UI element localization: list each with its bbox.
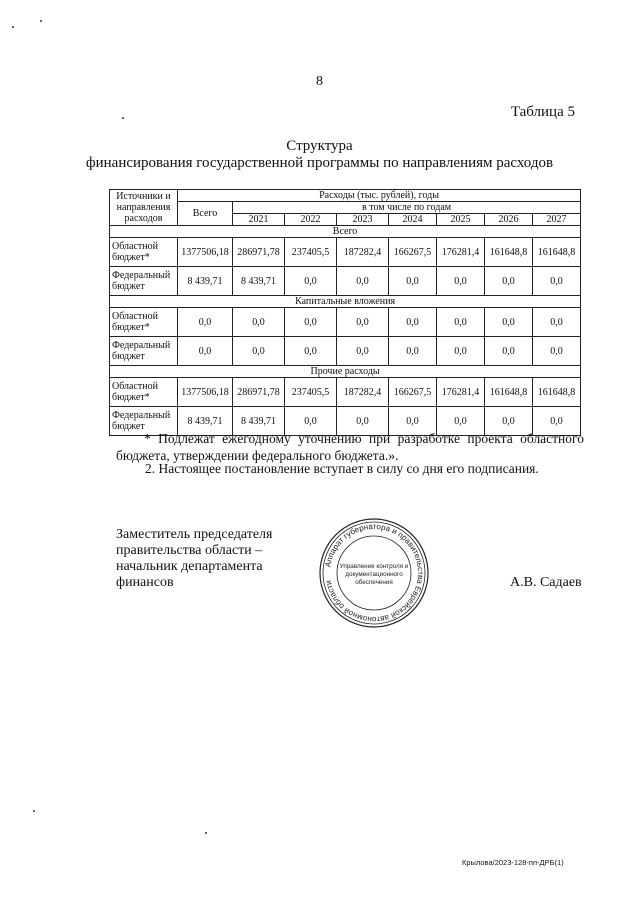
row-total: 0,0 (178, 337, 233, 366)
row-year-value: 0,0 (233, 337, 285, 366)
row-year-value: 0,0 (389, 267, 437, 296)
row-year-value: 286971,78 (233, 378, 285, 407)
row-year-value: 8 439,71 (233, 267, 285, 296)
table-label: Таблица 5 (510, 104, 575, 120)
row-year-value: 0,0 (437, 308, 485, 337)
header-year: 2023 (337, 214, 389, 226)
scan-speck (33, 810, 35, 812)
header-year: 2027 (533, 214, 581, 226)
scan-speck (122, 117, 124, 119)
table-row (110, 267, 581, 296)
row-source: Областной бюджет* (110, 238, 178, 267)
header-year: 2021 (233, 214, 285, 226)
row-year-value: 176281,4 (437, 378, 485, 407)
position-line: начальник департамента (116, 559, 263, 574)
financing-table (109, 189, 581, 436)
position-line: финансов (116, 575, 174, 590)
row-year-value: 0,0 (285, 308, 337, 337)
row-year-value: 0,0 (389, 407, 437, 436)
row-year-value: 0,0 (233, 308, 285, 337)
row-source: Федеральный бюджет (110, 337, 178, 366)
table-row (110, 378, 581, 407)
row-year-value: 176281,4 (437, 238, 485, 267)
table-row (110, 238, 581, 267)
table-title-line2: финансирования государственной программы по направлениям расходов (85, 155, 554, 171)
scan-speck (205, 832, 207, 834)
row-total: 1377506,18 (178, 238, 233, 267)
stamp-ring-text: Аппарат губернатора и правительства Еврейской автономной области (323, 521, 426, 625)
scan-speck (40, 20, 42, 22)
signatory-name: А.В. Садаев (510, 575, 582, 590)
page-number: 8 (316, 74, 323, 89)
header-year: 2022 (285, 214, 337, 226)
enactment-clause: 2. Настоящее постановление вступает в силу со дня его подписания. (145, 461, 539, 476)
footnote: * Подлежат ежегодному уточнению при разработке проекта областного бюджета, утверждении федерального бюджета.». (116, 431, 584, 463)
row-year-value: 0,0 (285, 337, 337, 366)
position-line: правительства области – (116, 543, 263, 558)
header-sources: Источники и направления расходов (110, 190, 178, 226)
row-total: 8 439,71 (178, 407, 233, 436)
document-footer: Крылова/2023-128-пп-ДРБ(1) (462, 858, 564, 867)
stamp-center-line: обеспечения (355, 579, 393, 586)
row-total: 0,0 (178, 308, 233, 337)
row-year-value: 0,0 (437, 267, 485, 296)
scan-speck (12, 26, 14, 28)
row-year-value: 187282,4 (337, 378, 389, 407)
row-year-value: 161648,8 (533, 378, 581, 407)
position-line: Заместитель председателя (116, 527, 273, 542)
row-year-value: 0,0 (337, 407, 389, 436)
row-source: Федеральный бюджет (110, 267, 178, 296)
row-year-value: 161648,8 (485, 238, 533, 267)
table-row (110, 308, 581, 337)
row-year-value: 0,0 (437, 407, 485, 436)
header-year: 2025 (437, 214, 485, 226)
row-year-value: 0,0 (533, 267, 581, 296)
table-row (110, 337, 581, 366)
header-by-years: в том числе по годам (233, 202, 581, 214)
row-year-value: 0,0 (285, 407, 337, 436)
header-year: 2024 (389, 214, 437, 226)
row-year-value: 237405,5 (285, 378, 337, 407)
section-title: Всего (110, 226, 581, 238)
row-source: Областной бюджет* (110, 308, 178, 337)
row-year-value: 161648,8 (533, 238, 581, 267)
signatory-position (116, 527, 272, 591)
row-year-value: 237405,5 (285, 238, 337, 267)
table-title-line1: Структура (286, 138, 353, 154)
row-year-value: 166267,5 (389, 378, 437, 407)
row-year-value: 166267,5 (389, 238, 437, 267)
row-year-value: 0,0 (389, 308, 437, 337)
row-source: Областной бюджет* (110, 378, 178, 407)
row-year-value: 286971,78 (233, 238, 285, 267)
row-year-value: 0,0 (485, 407, 533, 436)
section-title: Прочие расходы (110, 366, 581, 378)
stamp-center-line: документационного (345, 571, 403, 578)
section-title: Капитальные вложения (110, 296, 581, 308)
row-year-value: 187282,4 (337, 238, 389, 267)
row-year-value: 0,0 (533, 308, 581, 337)
stamp-center-line: Управление контроля и (339, 563, 409, 570)
row-year-value: 0,0 (485, 267, 533, 296)
row-year-value: 0,0 (533, 407, 581, 436)
row-total: 1377506,18 (178, 378, 233, 407)
header-expenses: Расходы (тыс. рублей), годы (178, 190, 581, 202)
row-year-value: 0,0 (337, 337, 389, 366)
row-year-value: 0,0 (437, 337, 485, 366)
row-year-value: 0,0 (285, 267, 337, 296)
row-source: Федеральный бюджет (110, 407, 178, 436)
header-year: 2026 (485, 214, 533, 226)
official-stamp (318, 517, 430, 629)
header-total: Всего (178, 202, 233, 226)
row-year-value: 0,0 (337, 308, 389, 337)
row-year-value: 0,0 (485, 337, 533, 366)
row-year-value: 161648,8 (485, 378, 533, 407)
row-year-value: 8 439,71 (233, 407, 285, 436)
row-year-value: 0,0 (485, 308, 533, 337)
row-total: 8 439,71 (178, 267, 233, 296)
row-year-value: 0,0 (533, 337, 581, 366)
row-year-value: 0,0 (389, 337, 437, 366)
row-year-value: 0,0 (337, 267, 389, 296)
